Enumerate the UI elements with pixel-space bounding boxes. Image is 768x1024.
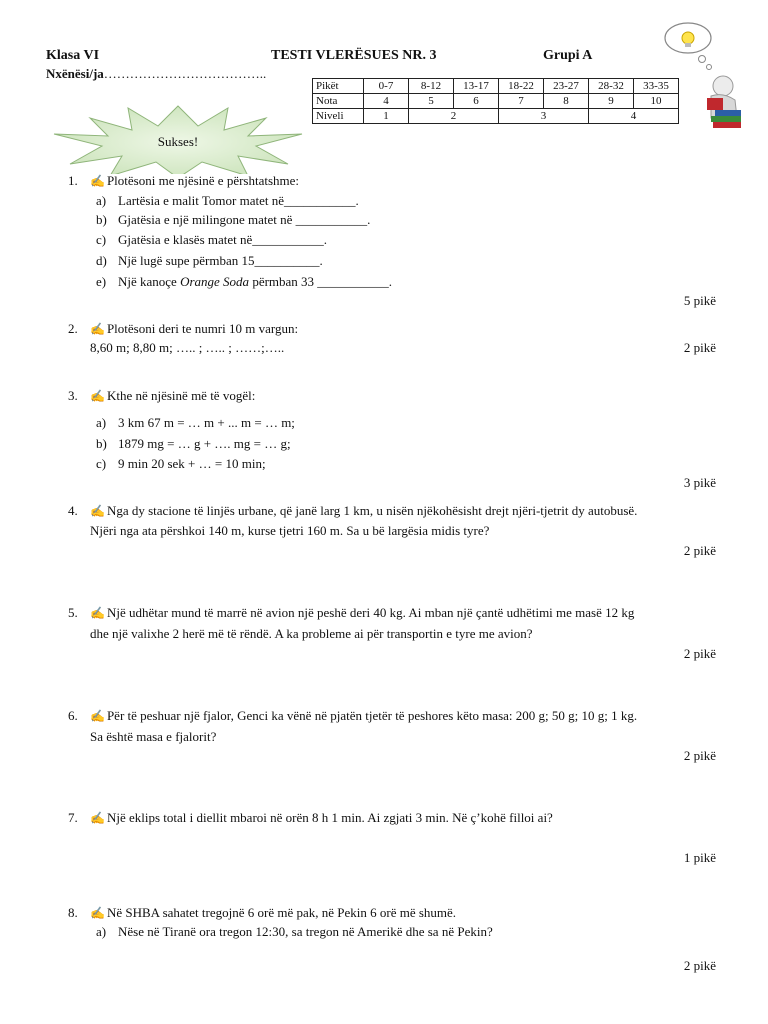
points-label: 2 pikë — [683, 748, 716, 763]
student-dots: ……………………………….. — [103, 66, 267, 81]
points-label: 2 pikë — [683, 646, 716, 661]
points-label: 2 pikë — [683, 543, 716, 558]
list-item: e) Një kanoçe Orange Soda përmban 33 ___________. — [96, 274, 393, 289]
table-cell: 2 — [409, 109, 499, 124]
points-label: 3 pikë — [683, 475, 716, 490]
question-number: 1. — [68, 173, 78, 188]
grade-table — [312, 78, 679, 124]
points-label: 5 pikë — [683, 293, 716, 308]
group-label: Grupi A — [543, 48, 593, 63]
list-item: b) Gjatësia e një milingone matet në ___________. — [96, 212, 371, 227]
question-text: Sa është masa e fjalorit? — [90, 729, 217, 744]
student-label: Nxënësi/ja — [46, 66, 104, 81]
table-cell: 10 — [634, 94, 679, 109]
table-cell: 3 — [499, 109, 589, 124]
thinking-student-illustration — [655, 18, 745, 133]
list-item: c) 9 min 20 sek + … = 10 min; — [96, 456, 266, 471]
table-cell: 0-7 — [364, 79, 409, 94]
writing-hand-icon: ✍ — [90, 389, 105, 403]
table-cell: 5 — [409, 94, 454, 109]
table-cell: 8-12 — [409, 79, 454, 94]
question-text: Njëri nga ata përshkoi 140 m, kurse tjetri 160 m. Sa u bë largësia midis tyre? — [90, 523, 490, 538]
table-row — [313, 109, 679, 124]
table-cell: 4 — [364, 94, 409, 109]
table-cell: Nota — [313, 94, 364, 109]
points-label: 2 pikë — [683, 958, 716, 973]
question-text: dhe një valixhe 2 herë më të rëndë. A ka probleme ai për transportin e tyre me avion? — [90, 626, 533, 641]
table-cell: 9 — [589, 94, 634, 109]
table-cell: 18-22 — [499, 79, 544, 94]
table-row — [313, 79, 679, 94]
table-row — [313, 94, 679, 109]
table-cell: 7 — [499, 94, 544, 109]
class-label: Klasa VI — [46, 48, 100, 63]
writing-hand-icon: ✍ — [90, 174, 105, 188]
list-item: a) Nëse në Tiranë ora tregon 12:30, sa tregon në Amerikë dhe sa në Pekin? — [96, 924, 493, 939]
list-item: a) 3 km 67 m = … m + ... m = … m; — [96, 415, 295, 430]
table-cell: Pikët — [313, 79, 364, 94]
student-reading-icon — [655, 18, 745, 133]
table-cell: Niveli — [313, 109, 364, 124]
list-item: a) Lartësia e malit Tomor matet në___________. — [96, 193, 359, 208]
badge-text: Sukses! — [157, 134, 199, 149]
student-name-line — [46, 66, 266, 82]
writing-hand-icon: ✍ — [90, 906, 105, 920]
writing-hand-icon: ✍ — [90, 504, 105, 518]
list-item: c) Gjatësia e klasës matet në___________. — [96, 232, 328, 247]
table-cell: 33-35 — [634, 79, 679, 94]
writing-hand-icon: ✍ — [90, 709, 105, 723]
table-cell: 6 — [454, 94, 499, 109]
success-badge — [52, 104, 304, 174]
table-cell: 4 — [589, 109, 679, 124]
writing-hand-icon: ✍ — [90, 322, 105, 336]
list-item: b) 1879 mg = … g + …. mg = … g; — [96, 436, 291, 451]
table-cell: 23-27 — [544, 79, 589, 94]
writing-hand-icon: ✍ — [90, 606, 105, 620]
sequence-line: 8,60 m; 8,80 m; ….. ; ….. ; ……;….. — [90, 340, 285, 355]
table-cell: 28-32 — [589, 79, 634, 94]
writing-hand-icon: ✍ — [90, 811, 105, 825]
list-item: d) Një lugë supe përmban 15__________. — [96, 253, 323, 268]
points-label: 2 pikë — [683, 340, 716, 355]
test-title: TESTI VLERËSUES NR. 3 — [271, 48, 437, 63]
points-label: 1 pikë — [683, 850, 716, 865]
table-cell: 1 — [364, 109, 409, 124]
question-text: Plotësoni me njësinë e përshtatshme: — [106, 173, 300, 188]
table-cell: 8 — [544, 94, 589, 109]
table-cell: 13-17 — [454, 79, 499, 94]
